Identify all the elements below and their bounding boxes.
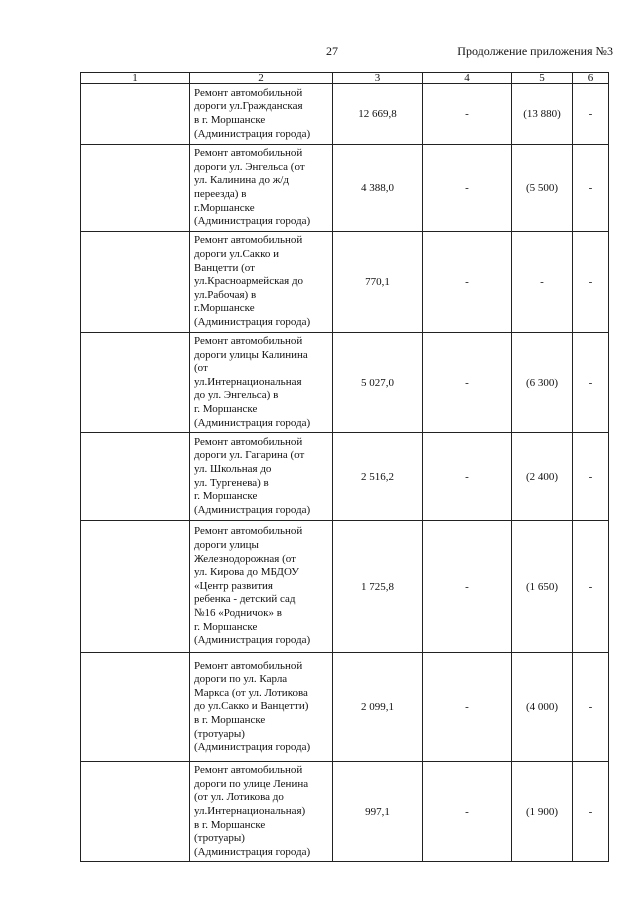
cell-col1 bbox=[81, 762, 190, 862]
table-row bbox=[81, 333, 609, 433]
description-line: Ванцетти (от bbox=[194, 261, 255, 274]
description-line: (Администрация города) bbox=[194, 215, 311, 228]
description-line: (от bbox=[194, 362, 208, 375]
description-line: г.Моршанске bbox=[194, 302, 255, 315]
description-line: дороги ул.Гражданская bbox=[194, 100, 303, 113]
description-line: (Администрация города) bbox=[194, 845, 311, 858]
description-line: ул. Кирова до МБДОУ bbox=[194, 566, 300, 579]
cell-col4: - bbox=[423, 433, 512, 521]
description-line: (тротуары) bbox=[194, 727, 245, 740]
table-row bbox=[81, 433, 609, 521]
cell-col4: - bbox=[423, 762, 512, 862]
table-row bbox=[81, 521, 609, 653]
cell-col6: - bbox=[573, 521, 609, 653]
appendix-table bbox=[80, 72, 609, 862]
description-line: (от ул. Лотикова до bbox=[194, 791, 284, 804]
column-header-5: 5 bbox=[512, 73, 573, 84]
table-row bbox=[81, 84, 609, 145]
description-line: ул.Интернациональная) bbox=[194, 804, 306, 817]
continuation-label: Продолжение приложения №3 bbox=[457, 44, 613, 58]
description-line: (Администрация города) bbox=[194, 416, 311, 429]
description-line: (Администрация города) bbox=[194, 741, 311, 754]
cell-col1 bbox=[81, 145, 190, 232]
description-line: в г. Моршанске bbox=[194, 114, 266, 126]
cell-col5: - bbox=[512, 232, 573, 333]
description-line: до ул. Энгельса) в bbox=[194, 389, 279, 402]
cell-col3: 12 669,8 bbox=[333, 84, 423, 145]
description-line: г. Моршанске bbox=[194, 490, 258, 503]
cell-col4: - bbox=[423, 521, 512, 653]
description-line: ул. Калинина до ж/д bbox=[194, 174, 289, 187]
cell-description bbox=[190, 232, 333, 333]
description-line: ул.Интернациональная bbox=[194, 375, 302, 388]
description-line: ребенка - детский сад bbox=[194, 593, 296, 606]
description-line: (Администрация города) bbox=[194, 315, 311, 328]
description-line: (Администрация города) bbox=[194, 127, 311, 140]
cell-col5: (6 300) bbox=[512, 333, 573, 433]
column-header-6: 6 bbox=[573, 73, 609, 84]
cell-col6: - bbox=[573, 232, 609, 333]
table-row bbox=[81, 232, 609, 333]
description-line: дороги ул. Гагарина (от bbox=[194, 449, 305, 462]
column-header-3: 3 bbox=[333, 73, 423, 84]
cell-col1 bbox=[81, 84, 190, 145]
column-header-2: 2 bbox=[190, 73, 333, 84]
description-line: дороги по ул. Карла bbox=[194, 673, 288, 686]
cell-col5: (5 500) bbox=[512, 145, 573, 232]
description-line: Ремонт автомобильной bbox=[194, 335, 303, 347]
cell-col5: (2 400) bbox=[512, 433, 573, 521]
description-line: до ул.Сакко и Ванцетти) bbox=[194, 700, 309, 713]
cell-col6: - bbox=[573, 333, 609, 433]
cell-col3: 2 099,1 bbox=[333, 653, 423, 762]
cell-col6: - bbox=[573, 433, 609, 521]
description-line: (Администрация города) bbox=[194, 503, 311, 516]
description-line: «Центр развития bbox=[194, 579, 273, 592]
cell-col3: 5 027,0 bbox=[333, 333, 423, 433]
cell-description bbox=[190, 762, 333, 862]
cell-description bbox=[190, 84, 333, 145]
description-line: №16 «Родничок» в bbox=[194, 607, 282, 620]
cell-col6: - bbox=[573, 84, 609, 145]
table-row bbox=[81, 762, 609, 862]
cell-col4: - bbox=[423, 333, 512, 433]
description-line: ул. Школьная до bbox=[194, 463, 272, 476]
column-header-1: 1 bbox=[81, 73, 190, 84]
description-line: ул.Рабочая) в bbox=[194, 288, 257, 301]
description-line: г. Моршанске bbox=[194, 402, 258, 415]
description-line: Ремонт автомобильной bbox=[194, 764, 303, 777]
description-line: (Администрация города) bbox=[194, 634, 311, 647]
cell-col6: - bbox=[573, 762, 609, 862]
cell-col1 bbox=[81, 433, 190, 521]
description-line: дороги ул.Сакко и bbox=[194, 248, 279, 261]
cell-description bbox=[190, 433, 333, 521]
description-line: дороги улицы bbox=[194, 539, 259, 552]
cell-col1 bbox=[81, 333, 190, 433]
description-line: переезда) в bbox=[194, 188, 247, 200]
cell-col4: - bbox=[423, 653, 512, 762]
description-line: (тротуары) bbox=[194, 832, 245, 845]
description-line: дороги улицы Калинина bbox=[194, 348, 308, 361]
cell-col4: - bbox=[423, 84, 512, 145]
column-header-4: 4 bbox=[423, 73, 512, 84]
page-number: 27 bbox=[326, 44, 338, 58]
description-line: в г. Моршанске bbox=[194, 713, 266, 726]
cell-description bbox=[190, 521, 333, 653]
cell-col5: (13 880) bbox=[512, 84, 573, 145]
cell-col5: (1 650) bbox=[512, 521, 573, 653]
cell-col6: - bbox=[573, 145, 609, 232]
cell-description bbox=[190, 145, 333, 232]
description-line: Ремонт автомобильной bbox=[194, 147, 303, 160]
description-line: Ремонт автомобильной bbox=[194, 659, 303, 672]
cell-col5: (1 900) bbox=[512, 762, 573, 862]
cell-col4: - bbox=[423, 145, 512, 232]
cell-description bbox=[190, 653, 333, 762]
description-line: ул.Красноармейская до bbox=[194, 275, 304, 288]
cell-col3: 2 516,2 bbox=[333, 433, 423, 521]
description-line: Ремонт автомобильной bbox=[194, 86, 303, 99]
cell-col3: 997,1 bbox=[333, 762, 423, 862]
cell-col5: (4 000) bbox=[512, 653, 573, 762]
cell-col3: 770,1 bbox=[333, 232, 423, 333]
cell-col1 bbox=[81, 521, 190, 653]
cell-col1 bbox=[81, 653, 190, 762]
description-line: в г. Моршанске bbox=[194, 818, 266, 831]
cell-col1 bbox=[81, 232, 190, 333]
cell-col6: - bbox=[573, 653, 609, 762]
description-line: дороги ул. Энгельса (от bbox=[194, 160, 305, 173]
cell-col3: 4 388,0 bbox=[333, 145, 423, 232]
cell-col4: - bbox=[423, 232, 512, 333]
description-line: Ремонт автомобильной bbox=[194, 435, 303, 448]
table-row bbox=[81, 653, 609, 762]
description-line: Маркса (от ул. Лотикова bbox=[194, 686, 308, 699]
table-body bbox=[81, 73, 609, 862]
description-line: ул. Тургенева) в bbox=[194, 476, 269, 489]
column-number-row bbox=[81, 73, 609, 84]
cell-description bbox=[190, 333, 333, 433]
table-row bbox=[81, 145, 609, 232]
description-line: г.Моршанске bbox=[194, 201, 255, 214]
cell-col3: 1 725,8 bbox=[333, 521, 423, 653]
description-line: г. Моршанске bbox=[194, 620, 258, 633]
description-line: дороги по улице Ленина bbox=[194, 777, 309, 790]
description-line: Ремонт автомобильной bbox=[194, 234, 303, 247]
description-line: Железнодорожная (от bbox=[194, 552, 296, 565]
description-line: Ремонт автомобильной bbox=[194, 525, 303, 538]
